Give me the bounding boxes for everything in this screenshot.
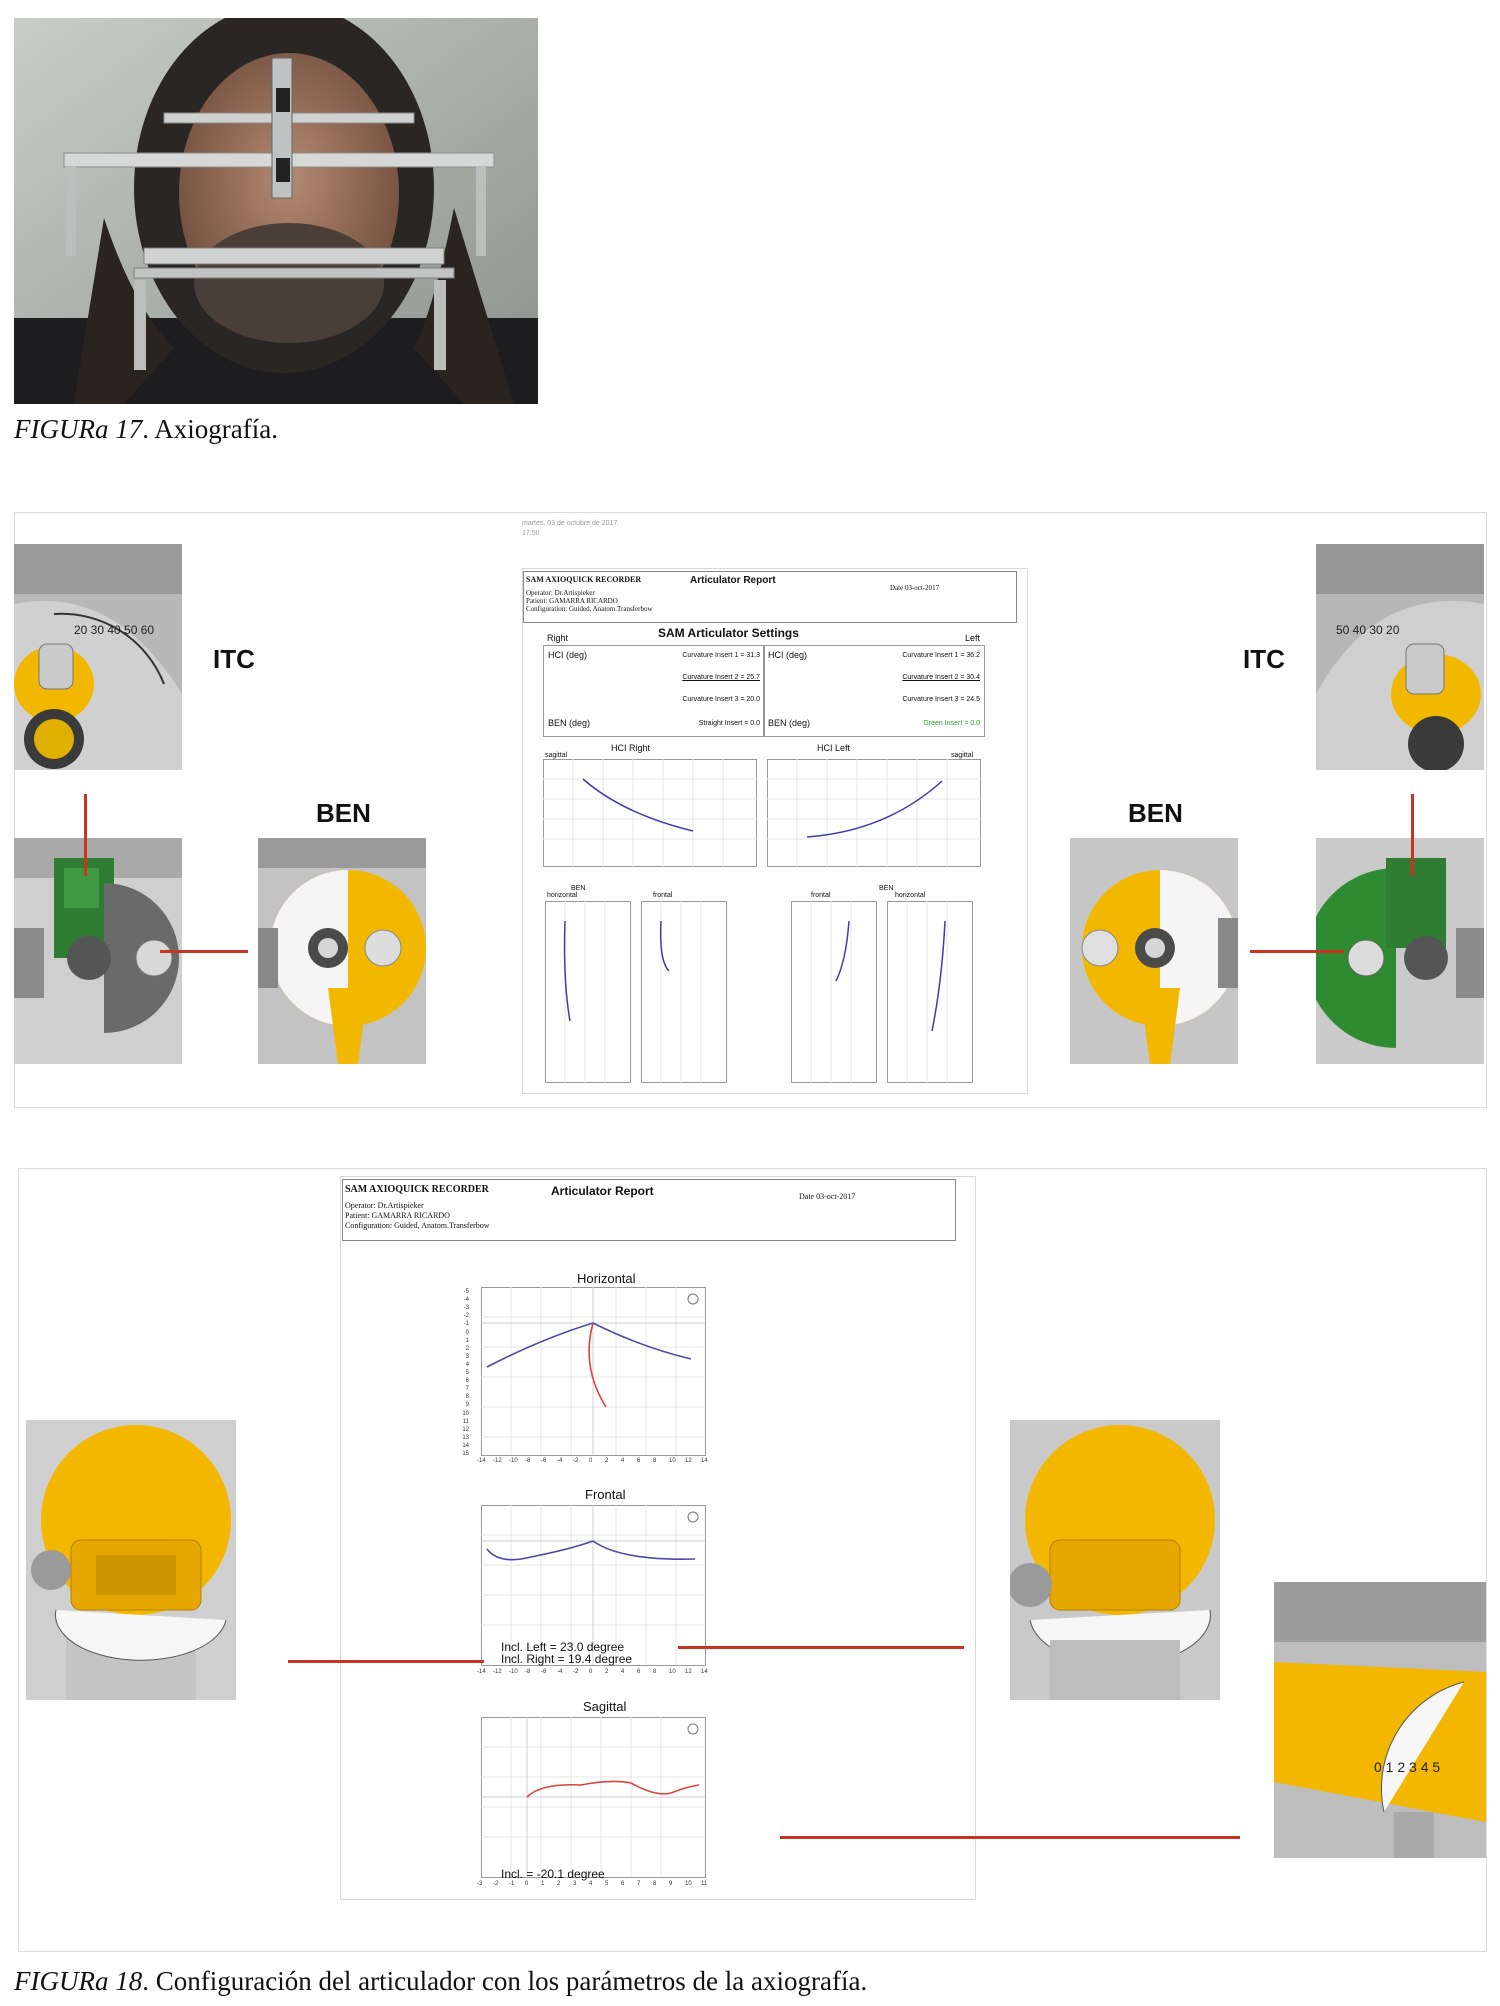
tick-label: 12 bbox=[685, 1669, 692, 1675]
tick-label: 14 bbox=[701, 1458, 708, 1464]
figure-17-label: FIGURa 17 bbox=[14, 414, 143, 444]
tick-label: 10 bbox=[669, 1458, 676, 1464]
connector-line bbox=[1411, 794, 1414, 876]
hci-right-plot bbox=[543, 759, 757, 867]
ben-label-2: BEN bbox=[879, 885, 894, 892]
tick-label: 13 bbox=[462, 1434, 469, 1441]
tick-label: 7 bbox=[637, 1881, 641, 1887]
tick-label: -3 bbox=[463, 1305, 469, 1312]
report-brand: SAM AXIOQUICK RECORDER bbox=[526, 575, 642, 584]
itc-dial-right-photo-2 bbox=[1274, 1582, 1486, 1858]
tick-label: -6 bbox=[541, 1669, 547, 1675]
tick-label: -2 bbox=[493, 1881, 499, 1887]
report-operator-bottom: Operator: Dr.Artispieker bbox=[345, 1201, 424, 1210]
ben-plot-left-horizontal bbox=[887, 901, 973, 1083]
frontal-incl-left: Incl. Left = 23.0 degree bbox=[501, 1640, 625, 1654]
tick-label: -2 bbox=[573, 1458, 579, 1464]
tick-label: -10 bbox=[509, 1458, 518, 1464]
figure-18-text: . Configuración del articulador con los parámetros de la axiografía. bbox=[142, 1966, 868, 1996]
sagittal-chart-title: Sagittal bbox=[583, 1699, 627, 1714]
connector-line bbox=[678, 1646, 964, 1649]
horizontal-chart-title: Horizontal bbox=[577, 1271, 636, 1286]
frontal-incl-right: Incl. Right = 19.4 degree bbox=[501, 1652, 633, 1666]
tick-label: 3 bbox=[465, 1353, 469, 1360]
tick-label: -12 bbox=[493, 1669, 502, 1675]
tick-label: 5 bbox=[465, 1370, 469, 1376]
report-timestamp bbox=[522, 519, 617, 539]
sagittal-incl: Incl. = -20.1 degree bbox=[501, 1867, 605, 1881]
right-insert-1: Curvature Insert 1 = 31.3 bbox=[682, 652, 760, 659]
tick-label: 6 bbox=[637, 1669, 641, 1675]
report-title: Articulator Report bbox=[690, 575, 776, 586]
frontal-chart-title: Frontal bbox=[585, 1487, 626, 1502]
tick-label: 14 bbox=[462, 1442, 469, 1449]
ben-left-photo-1 bbox=[14, 838, 182, 1064]
itc-dial-left-photo bbox=[26, 1420, 236, 1700]
tick-label: -1 bbox=[463, 1321, 469, 1328]
settings-right-label: Right bbox=[547, 633, 569, 643]
ben-deg-right: BEN (deg) bbox=[548, 718, 591, 728]
itc-right-label: ITC bbox=[1243, 644, 1285, 674]
tick-label: 4 bbox=[465, 1361, 469, 1368]
ben-left-photo-2 bbox=[258, 838, 426, 1064]
tick-label: 5 bbox=[605, 1881, 609, 1887]
tick-label: 8 bbox=[653, 1881, 657, 1887]
tick-label: -4 bbox=[463, 1297, 469, 1304]
tick-label: -10 bbox=[509, 1669, 518, 1675]
right-straight-insert: Straight Insert = 0.0 bbox=[698, 720, 760, 727]
hci-left-sagittal: sagittal bbox=[951, 752, 974, 759]
left-green-insert: Green Insert = 0.0 bbox=[923, 720, 980, 727]
left-insert-2: Curvature Insert 2 = 30.4 bbox=[902, 674, 980, 681]
hci-deg-left: HCI (deg) bbox=[768, 650, 808, 660]
tick-label: 2 bbox=[465, 1345, 469, 1352]
frontal-x-ticks bbox=[477, 1669, 709, 1679]
settings-title: SAM Articulator Settings bbox=[658, 626, 799, 640]
tick-label: 8 bbox=[653, 1669, 657, 1675]
tick-label: 6 bbox=[621, 1881, 625, 1887]
hci-left-title: HCI Left bbox=[817, 743, 851, 753]
timestamp-time: 17:50 bbox=[522, 530, 540, 537]
tick-label: 10 bbox=[462, 1410, 469, 1417]
hci-right-title: HCI Right bbox=[611, 743, 651, 753]
tick-label: -1 bbox=[509, 1881, 515, 1887]
tick-label: 3 bbox=[573, 1881, 577, 1887]
figure-17-text: . Axiografía. bbox=[142, 414, 278, 444]
tick-label: 12 bbox=[462, 1426, 469, 1433]
left-insert-3: Curvature Insert 3 = 24.5 bbox=[902, 696, 980, 703]
report-date-bottom: Date 03-oct-2017 bbox=[799, 1192, 856, 1201]
tick-label: 1 bbox=[465, 1337, 469, 1344]
right-insert-2: Curvature Insert 2 = 25.7 bbox=[682, 674, 760, 681]
tick-label: -2 bbox=[463, 1313, 469, 1320]
tick-label: -4 bbox=[557, 1458, 563, 1464]
tick-label: 14 bbox=[701, 1669, 708, 1675]
report-header-bottom bbox=[342, 1179, 956, 1241]
tick-label: 9 bbox=[465, 1402, 469, 1409]
horizontal-x-ticks bbox=[477, 1458, 709, 1468]
settings-left-box bbox=[763, 645, 985, 737]
ben-horizontal-1: horizontal bbox=[547, 892, 578, 899]
report-title-bottom: Articulator Report bbox=[551, 1184, 654, 1198]
tick-label: 4 bbox=[589, 1881, 593, 1887]
tick-label: 12 bbox=[685, 1458, 692, 1464]
tick-label: 10 bbox=[669, 1669, 676, 1675]
report-date: Date 03-oct-2017 bbox=[890, 584, 940, 592]
tick-label: 8 bbox=[465, 1394, 469, 1401]
sagittal-x-ticks bbox=[477, 1881, 709, 1891]
itc-dial-right-photo-1 bbox=[1010, 1420, 1220, 1700]
left-insert-1: Curvature Insert 1 = 36.2 bbox=[902, 652, 980, 659]
tick-label: -4 bbox=[557, 1669, 563, 1675]
tick-label: 2 bbox=[557, 1881, 561, 1887]
tick-label: 15 bbox=[462, 1451, 469, 1457]
tick-label: -6 bbox=[541, 1458, 547, 1464]
tick-label: -12 bbox=[493, 1458, 502, 1464]
tick-label: 11 bbox=[462, 1418, 469, 1425]
report-patient: Patient: GAMARRA RICARDO bbox=[526, 597, 618, 605]
figure-18-caption bbox=[14, 1966, 867, 1997]
tick-label: -5 bbox=[463, 1289, 469, 1295]
hci-deg-right: HCI (deg) bbox=[548, 650, 588, 660]
ben-plot-left-frontal bbox=[791, 901, 877, 1083]
connector-line bbox=[780, 1836, 1240, 1839]
svg-text:0 1 2 3 4 5: 0 1 2 3 4 5 bbox=[1374, 1759, 1441, 1775]
ben-frontal-1: frontal bbox=[653, 892, 673, 899]
ben-plot-right-frontal bbox=[641, 901, 727, 1083]
ben-right-label: BEN bbox=[1128, 798, 1183, 828]
tick-label: -3 bbox=[477, 1881, 483, 1887]
hci-right-sagittal: sagittal bbox=[545, 752, 568, 759]
tick-label: 0 bbox=[525, 1881, 529, 1887]
svg-text:20 30 40 50 60: 20 30 40 50 60 bbox=[74, 623, 155, 637]
ben-deg-left: BEN (deg) bbox=[768, 718, 811, 728]
right-insert-3: Curvature Insert 3 = 20.0 bbox=[682, 696, 760, 703]
tick-label: -2 bbox=[573, 1669, 579, 1675]
settings-right-box bbox=[543, 645, 765, 737]
report-configuration: Configuration: Guided, Anatom.Transferbow bbox=[526, 605, 653, 613]
report-operator: Operator: Dr.Artispieker bbox=[526, 589, 595, 597]
tick-label: 8 bbox=[653, 1458, 657, 1464]
articulator-report-top bbox=[522, 568, 1028, 1094]
tick-label: 0 bbox=[465, 1329, 469, 1336]
itc-left-label: ITC bbox=[213, 644, 255, 674]
itc-right-photo bbox=[1316, 544, 1484, 770]
tick-label: 9 bbox=[669, 1881, 673, 1887]
tick-label: 6 bbox=[465, 1378, 469, 1385]
tick-label: -8 bbox=[525, 1458, 531, 1464]
ben-plot-right-horizontal bbox=[545, 901, 631, 1083]
connector-line bbox=[1250, 950, 1344, 953]
hci-left-plot bbox=[767, 759, 981, 867]
figure-17-caption bbox=[14, 414, 278, 445]
tick-label: 7 bbox=[465, 1386, 469, 1393]
report-header bbox=[523, 571, 1017, 623]
tick-label: 2 bbox=[605, 1458, 609, 1464]
figure-18-label: FIGURa 18 bbox=[14, 1966, 143, 1996]
axiography-photo bbox=[14, 18, 538, 404]
tick-label: -14 bbox=[477, 1458, 486, 1464]
tick-label: 0 bbox=[589, 1669, 593, 1675]
connector-line bbox=[84, 794, 87, 876]
horizontal-chart bbox=[471, 1287, 711, 1467]
sagittal-chart bbox=[471, 1717, 711, 1887]
ben-left-label: BEN bbox=[316, 798, 371, 828]
settings-left-label: Left bbox=[965, 633, 981, 643]
tick-label: 10 bbox=[685, 1881, 692, 1887]
ben-right-photo-1 bbox=[1070, 838, 1238, 1064]
tick-label: -8 bbox=[525, 1669, 531, 1675]
svg-text:50 40 30 20: 50 40 30 20 bbox=[1336, 623, 1400, 637]
report-brand-bottom: SAM AXIOQUICK RECORDER bbox=[345, 1184, 489, 1195]
tick-label: -14 bbox=[477, 1669, 486, 1675]
horizontal-y-ticks bbox=[453, 1289, 471, 1457]
itc-left-photo bbox=[14, 544, 182, 770]
ben-label-1: BEN bbox=[571, 885, 586, 892]
timestamp-date: martes, 03 de octubre de 2017 bbox=[522, 520, 618, 527]
tick-label: 2 bbox=[605, 1669, 609, 1675]
ben-frontal-2: frontal bbox=[811, 892, 831, 899]
tick-label: 0 bbox=[589, 1458, 593, 1464]
report-patient-bottom: Patient: GAMARRA RICARDO bbox=[345, 1211, 450, 1220]
tick-label: 4 bbox=[621, 1669, 625, 1675]
ben-horizontal-2: horizontal bbox=[895, 892, 926, 899]
tick-label: 6 bbox=[637, 1458, 641, 1464]
tick-label: 1 bbox=[541, 1881, 545, 1887]
tick-label: 4 bbox=[621, 1458, 625, 1464]
articulator-report-bottom bbox=[340, 1176, 976, 1900]
connector-line bbox=[288, 1660, 484, 1663]
tick-label: 11 bbox=[701, 1881, 708, 1887]
report-configuration-bottom: Configuration: Guided, Anatom.Transferbow bbox=[345, 1221, 490, 1230]
connector-line bbox=[160, 950, 248, 953]
